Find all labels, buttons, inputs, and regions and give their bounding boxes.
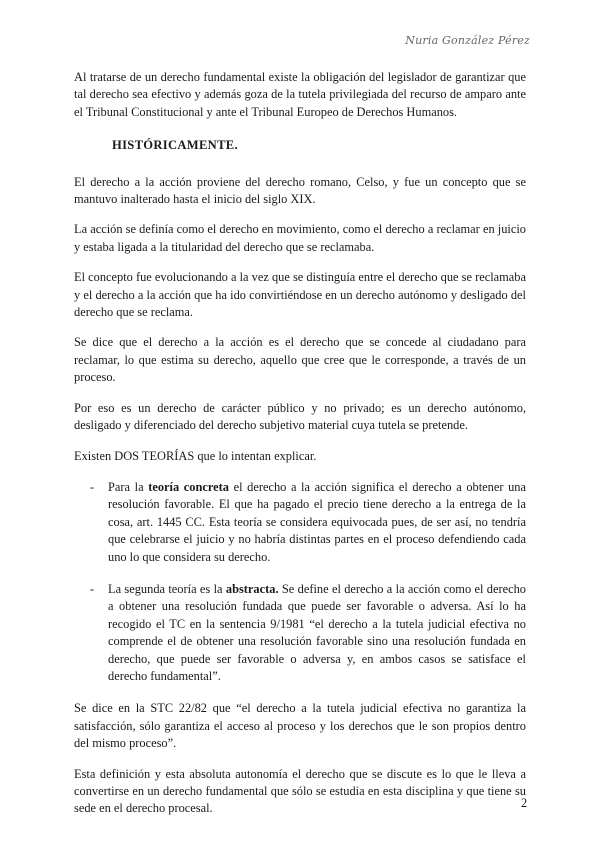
document-body <box>74 69 526 818</box>
theory-name-bold: abstracta. <box>225 581 279 596</box>
list-item-concrete-theory <box>74 479 526 566</box>
intro-paragraph: Al tratarse de un derecho fundamental existe la obligación del legislador de garantizar que tal derecho sea efectivo y además goza de la tutela privilegiada del recurso de amparo ante el Tribunal Constitucional y ante el Tribunal Europeo de Derechos Humanos. <box>74 70 526 119</box>
theory-text: Se define el derecho a la acción como el derecho a obtener una resolución fundada que puede ser favorable o adversa. Así lo ha recogido el TC en la sentencia 9/1981 “el derecho a la tutela judicial efectiva no comprende el de obtener una resolución favorable sino una resolución fundada en derecho, que puede ser favorable o adversa y, en ambos casos se satisface el derecho fundamental”. <box>108 581 526 683</box>
section-heading: HISTÓRICAMENTE. <box>112 138 238 153</box>
header-author: Nuria González Pérez <box>405 34 530 47</box>
paragraph-action-definition: La acción se definía como el derecho en movimiento, como el derecho a reclamar en juicio y estaba ligada a la titularidad del derecho que se reclamaba. <box>74 222 526 254</box>
theory-prefix: Para la <box>108 479 149 494</box>
theory-name-bold: teoría concreta <box>148 479 229 494</box>
paragraph-roman-origin: El derecho a la acción proviene del derecho romano, Celso, y fue un concepto que se mantuvo inalterado hasta el inicio del siglo XIX. <box>74 174 526 207</box>
paragraph-concept-evolution: El concepto fue evolucionando a la vez que se distinguía entre el derecho que se reclamaba y el derecho a la acción que ha ido convirtiéndose en un derecho autónomo y desligado del derecho que se reclama. <box>74 270 526 320</box>
list-dash: - <box>90 479 95 494</box>
theory-prefix: La segunda teoría es la <box>108 581 226 596</box>
paragraph-autonomy-conclusion: Esta definición y esta absoluta autonomía el derecho que se discute es lo que le lleva a convertirse en un derecho fundamental que sólo se estudia en esta disciplina y que tiene su sede en el derecho procesal. <box>74 766 526 816</box>
theory-text: el derecho a la acción significa el derecho a obtener una resolución favorable. El que ha pagado el precio tiene derecho a la entrega de la cosa, art. 1445 CC. Esta teoría se considera equivocada pues, de ser así, no tendría que celebrarse el juicio y no habría distintas partes en el proceso defendiendo cada uno lo que considera su derecho. <box>108 479 526 564</box>
theories-list <box>74 479 526 685</box>
list-item-abstract-theory <box>74 581 526 685</box>
paragraph-right-to-claim: Se dice que el derecho a la acción es el derecho que se concede al ciudadano para reclamar, lo que estima su derecho, aquello que cree que le corresponde, a través de un proceso. <box>74 335 526 385</box>
paragraph-two-theories: Existen DOS TEORÍAS que lo intentan explicar. <box>74 448 317 463</box>
list-dash: - <box>90 581 95 596</box>
paragraph-public-character: Por eso es un derecho de carácter público y no privado; es un derecho autónomo, desligado y diferenciado del derecho subjetivo material cuya tutela se pretende. <box>74 400 526 433</box>
paragraph-stc-quote: Se dice en la STC 22/82 que “el derecho a la tutela judicial efectiva no garantiza la satisfacción, sólo garantiza el acceso al proceso y los derechos que le son propios dentro del mismo proceso”. <box>74 701 526 751</box>
page-number: 2 <box>521 796 528 810</box>
